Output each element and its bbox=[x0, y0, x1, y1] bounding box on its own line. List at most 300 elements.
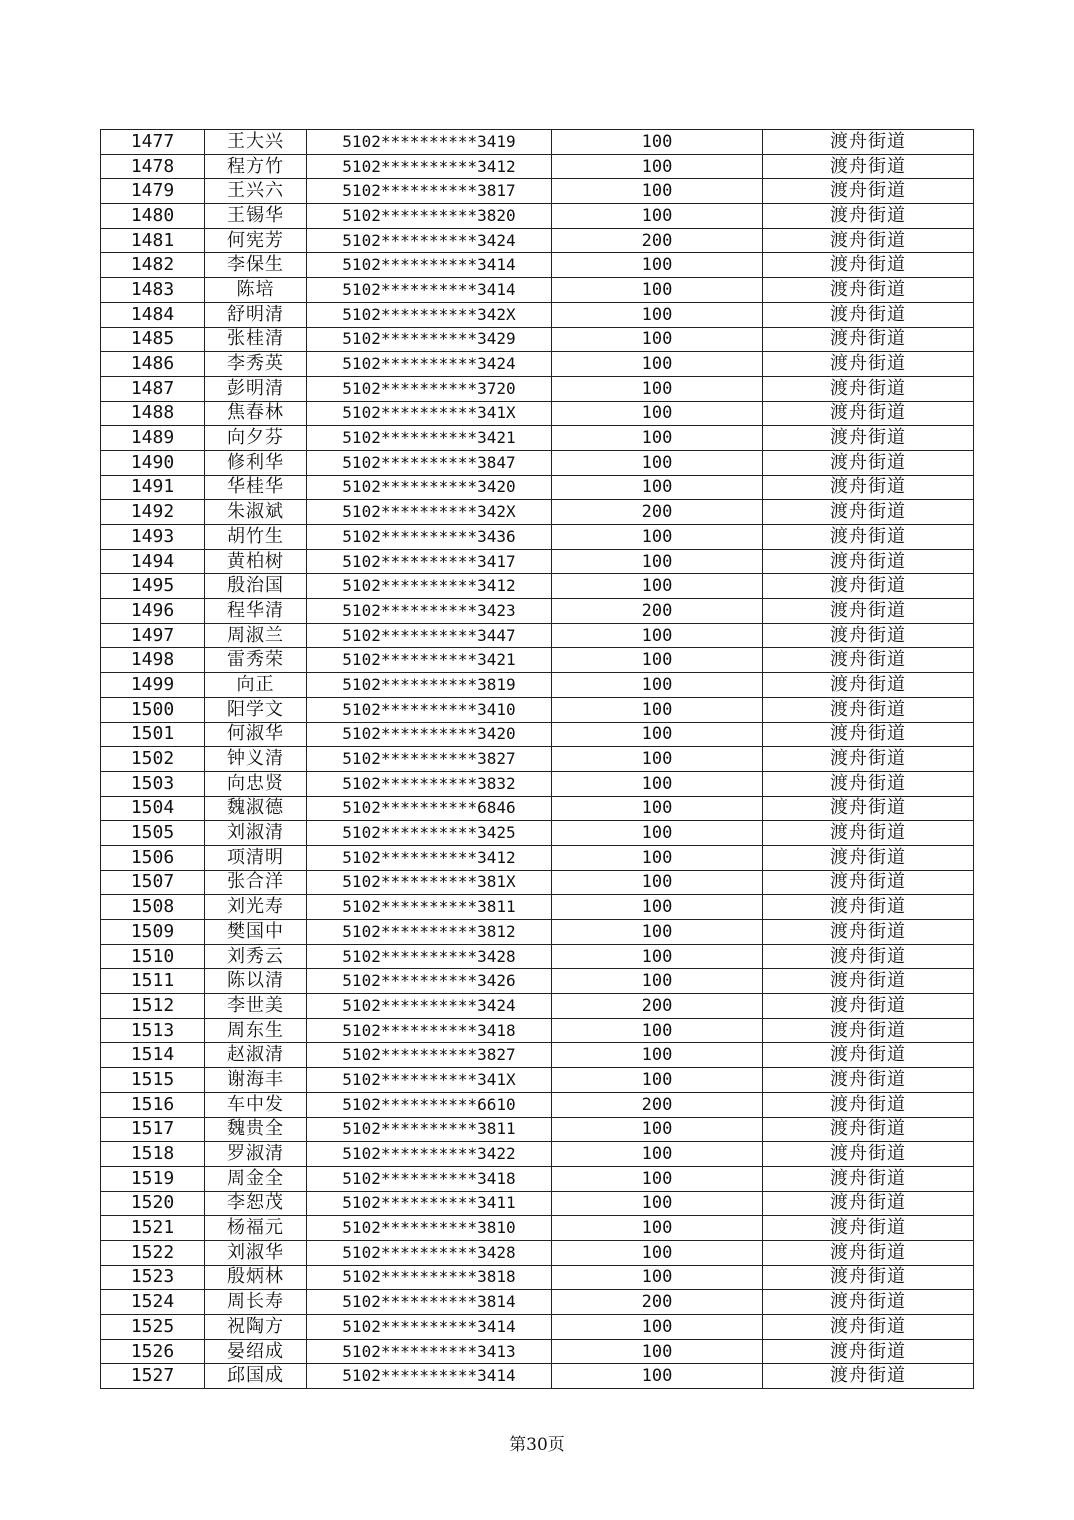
row-number-cell: 1502 bbox=[101, 747, 205, 772]
street-cell: 渡舟街道 bbox=[763, 1018, 974, 1043]
amount-cell: 100 bbox=[552, 376, 763, 401]
table-row bbox=[101, 228, 974, 253]
id-number-cell: 5102**********341X bbox=[307, 401, 552, 426]
amount-cell: 100 bbox=[552, 549, 763, 574]
name-cell: 陈以清 bbox=[205, 969, 307, 994]
id-number-cell: 5102**********3819 bbox=[307, 673, 552, 698]
row-number-cell: 1498 bbox=[101, 648, 205, 673]
name-cell: 殷炳林 bbox=[205, 1265, 307, 1290]
id-number-cell: 5102**********3414 bbox=[307, 253, 552, 278]
id-number-cell: 5102**********3414 bbox=[307, 278, 552, 303]
id-number-cell: 5102**********3420 bbox=[307, 722, 552, 747]
table-row bbox=[101, 722, 974, 747]
table-row bbox=[101, 500, 974, 525]
row-number-cell: 1517 bbox=[101, 1117, 205, 1142]
table-row bbox=[101, 870, 974, 895]
amount-cell: 100 bbox=[552, 1043, 763, 1068]
row-number-cell: 1480 bbox=[101, 204, 205, 229]
table-row bbox=[101, 401, 974, 426]
name-cell: 周长寿 bbox=[205, 1290, 307, 1315]
amount-cell: 100 bbox=[552, 1216, 763, 1241]
row-number-cell: 1495 bbox=[101, 574, 205, 599]
id-number-cell: 5102**********3424 bbox=[307, 994, 552, 1019]
table-row bbox=[101, 1092, 974, 1117]
table-row bbox=[101, 771, 974, 796]
amount-cell: 100 bbox=[552, 1315, 763, 1340]
amount-cell: 100 bbox=[552, 1191, 763, 1216]
table-row bbox=[101, 944, 974, 969]
street-cell: 渡舟街道 bbox=[763, 771, 974, 796]
amount-cell: 100 bbox=[552, 673, 763, 698]
table-row bbox=[101, 1290, 974, 1315]
row-number-cell: 1510 bbox=[101, 944, 205, 969]
name-cell: 张合洋 bbox=[205, 870, 307, 895]
id-number-cell: 5102**********3417 bbox=[307, 549, 552, 574]
id-number-cell: 5102**********3436 bbox=[307, 525, 552, 550]
id-number-cell: 5102**********3426 bbox=[307, 969, 552, 994]
id-number-cell: 5102**********3818 bbox=[307, 1265, 552, 1290]
id-number-cell: 5102**********342X bbox=[307, 302, 552, 327]
table-row bbox=[101, 179, 974, 204]
name-cell: 樊国中 bbox=[205, 920, 307, 945]
row-number-cell: 1489 bbox=[101, 426, 205, 451]
table-row bbox=[101, 1142, 974, 1167]
street-cell: 渡舟街道 bbox=[763, 525, 974, 550]
table-row bbox=[101, 1364, 974, 1389]
id-number-cell: 5102**********6846 bbox=[307, 796, 552, 821]
id-number-cell: 5102**********3421 bbox=[307, 648, 552, 673]
id-number-cell: 5102**********342X bbox=[307, 500, 552, 525]
name-cell: 向忠贤 bbox=[205, 771, 307, 796]
id-number-cell: 5102**********3810 bbox=[307, 1216, 552, 1241]
table-row bbox=[101, 130, 974, 155]
table-row bbox=[101, 747, 974, 772]
id-number-cell: 5102**********3414 bbox=[307, 1364, 552, 1389]
table-row bbox=[101, 1166, 974, 1191]
street-cell: 渡舟街道 bbox=[763, 1315, 974, 1340]
row-number-cell: 1485 bbox=[101, 327, 205, 352]
recipient-table bbox=[100, 129, 974, 1389]
amount-cell: 100 bbox=[552, 747, 763, 772]
amount-cell: 100 bbox=[552, 475, 763, 500]
street-cell: 渡舟街道 bbox=[763, 969, 974, 994]
table-row bbox=[101, 599, 974, 624]
street-cell: 渡舟街道 bbox=[763, 1364, 974, 1389]
id-number-cell: 5102**********3424 bbox=[307, 352, 552, 377]
row-number-cell: 1493 bbox=[101, 525, 205, 550]
id-number-cell: 5102**********3422 bbox=[307, 1142, 552, 1167]
amount-cell: 100 bbox=[552, 920, 763, 945]
row-number-cell: 1478 bbox=[101, 154, 205, 179]
street-cell: 渡舟街道 bbox=[763, 870, 974, 895]
row-number-cell: 1486 bbox=[101, 352, 205, 377]
amount-cell: 200 bbox=[552, 1290, 763, 1315]
row-number-cell: 1477 bbox=[101, 130, 205, 155]
amount-cell: 100 bbox=[552, 1068, 763, 1093]
amount-cell: 100 bbox=[552, 179, 763, 204]
table-row bbox=[101, 1191, 974, 1216]
street-cell: 渡舟街道 bbox=[763, 401, 974, 426]
amount-cell: 200 bbox=[552, 994, 763, 1019]
row-number-cell: 1505 bbox=[101, 821, 205, 846]
table-row bbox=[101, 154, 974, 179]
id-number-cell: 5102**********3832 bbox=[307, 771, 552, 796]
name-cell: 刘秀云 bbox=[205, 944, 307, 969]
street-cell: 渡舟街道 bbox=[763, 1068, 974, 1093]
row-number-cell: 1524 bbox=[101, 1290, 205, 1315]
street-cell: 渡舟街道 bbox=[763, 845, 974, 870]
street-cell: 渡舟街道 bbox=[763, 376, 974, 401]
name-cell: 王兴六 bbox=[205, 179, 307, 204]
name-cell: 李秀英 bbox=[205, 352, 307, 377]
table-row bbox=[101, 821, 974, 846]
street-cell: 渡舟街道 bbox=[763, 253, 974, 278]
name-cell: 舒明清 bbox=[205, 302, 307, 327]
table-row bbox=[101, 1315, 974, 1340]
id-number-cell: 5102**********3418 bbox=[307, 1166, 552, 1191]
amount-cell: 100 bbox=[552, 870, 763, 895]
amount-cell: 100 bbox=[552, 771, 763, 796]
id-number-cell: 5102**********3429 bbox=[307, 327, 552, 352]
name-cell: 祝陶方 bbox=[205, 1315, 307, 1340]
table-row bbox=[101, 302, 974, 327]
name-cell: 车中发 bbox=[205, 1092, 307, 1117]
name-cell: 李恕茂 bbox=[205, 1191, 307, 1216]
id-number-cell: 5102**********6610 bbox=[307, 1092, 552, 1117]
table-row bbox=[101, 796, 974, 821]
street-cell: 渡舟街道 bbox=[763, 895, 974, 920]
row-number-cell: 1506 bbox=[101, 845, 205, 870]
name-cell: 程华清 bbox=[205, 599, 307, 624]
street-cell: 渡舟街道 bbox=[763, 1240, 974, 1265]
page-number: 第30页 bbox=[509, 1435, 565, 1455]
table-row bbox=[101, 1240, 974, 1265]
name-cell: 阳学文 bbox=[205, 697, 307, 722]
table-row bbox=[101, 450, 974, 475]
row-number-cell: 1491 bbox=[101, 475, 205, 500]
street-cell: 渡舟街道 bbox=[763, 944, 974, 969]
row-number-cell: 1496 bbox=[101, 599, 205, 624]
id-number-cell: 5102**********3410 bbox=[307, 697, 552, 722]
name-cell: 向夕芬 bbox=[205, 426, 307, 451]
id-number-cell: 5102**********3428 bbox=[307, 944, 552, 969]
street-cell: 渡舟街道 bbox=[763, 475, 974, 500]
row-number-cell: 1504 bbox=[101, 796, 205, 821]
table-row bbox=[101, 969, 974, 994]
street-cell: 渡舟街道 bbox=[763, 697, 974, 722]
table-row bbox=[101, 525, 974, 550]
table-row bbox=[101, 204, 974, 229]
street-cell: 渡舟街道 bbox=[763, 1092, 974, 1117]
name-cell: 晏绍成 bbox=[205, 1339, 307, 1364]
id-number-cell: 5102**********3814 bbox=[307, 1290, 552, 1315]
id-number-cell: 5102**********3423 bbox=[307, 599, 552, 624]
amount-cell: 100 bbox=[552, 944, 763, 969]
table-row bbox=[101, 352, 974, 377]
row-number-cell: 1484 bbox=[101, 302, 205, 327]
row-number-cell: 1481 bbox=[101, 228, 205, 253]
amount-cell: 100 bbox=[552, 895, 763, 920]
name-cell: 程方竹 bbox=[205, 154, 307, 179]
street-cell: 渡舟街道 bbox=[763, 1117, 974, 1142]
amount-cell: 100 bbox=[552, 401, 763, 426]
name-cell: 黄柏树 bbox=[205, 549, 307, 574]
name-cell: 赵淑清 bbox=[205, 1043, 307, 1068]
amount-cell: 100 bbox=[552, 1117, 763, 1142]
street-cell: 渡舟街道 bbox=[763, 796, 974, 821]
street-cell: 渡舟街道 bbox=[763, 352, 974, 377]
street-cell: 渡舟街道 bbox=[763, 302, 974, 327]
street-cell: 渡舟街道 bbox=[763, 648, 974, 673]
name-cell: 何淑华 bbox=[205, 722, 307, 747]
row-number-cell: 1492 bbox=[101, 500, 205, 525]
id-number-cell: 5102**********3412 bbox=[307, 845, 552, 870]
amount-cell: 100 bbox=[552, 648, 763, 673]
row-number-cell: 1526 bbox=[101, 1339, 205, 1364]
row-number-cell: 1501 bbox=[101, 722, 205, 747]
row-number-cell: 1490 bbox=[101, 450, 205, 475]
street-cell: 渡舟街道 bbox=[763, 747, 974, 772]
name-cell: 修利华 bbox=[205, 450, 307, 475]
row-number-cell: 1482 bbox=[101, 253, 205, 278]
street-cell: 渡舟街道 bbox=[763, 920, 974, 945]
id-number-cell: 5102**********3820 bbox=[307, 204, 552, 229]
name-cell: 周金全 bbox=[205, 1166, 307, 1191]
table-row bbox=[101, 895, 974, 920]
row-number-cell: 1521 bbox=[101, 1216, 205, 1241]
row-number-cell: 1497 bbox=[101, 623, 205, 648]
id-number-cell: 5102**********3418 bbox=[307, 1018, 552, 1043]
street-cell: 渡舟街道 bbox=[763, 179, 974, 204]
table-row bbox=[101, 1339, 974, 1364]
street-cell: 渡舟街道 bbox=[763, 994, 974, 1019]
row-number-cell: 1516 bbox=[101, 1092, 205, 1117]
row-number-cell: 1509 bbox=[101, 920, 205, 945]
street-cell: 渡舟街道 bbox=[763, 204, 974, 229]
name-cell: 焦春林 bbox=[205, 401, 307, 426]
id-number-cell: 5102**********3420 bbox=[307, 475, 552, 500]
name-cell: 钟义清 bbox=[205, 747, 307, 772]
row-number-cell: 1527 bbox=[101, 1364, 205, 1389]
street-cell: 渡舟街道 bbox=[763, 722, 974, 747]
name-cell: 李保生 bbox=[205, 253, 307, 278]
amount-cell: 200 bbox=[552, 228, 763, 253]
street-cell: 渡舟街道 bbox=[763, 426, 974, 451]
street-cell: 渡舟街道 bbox=[763, 574, 974, 599]
table-row bbox=[101, 253, 974, 278]
row-number-cell: 1500 bbox=[101, 697, 205, 722]
id-number-cell: 5102**********3811 bbox=[307, 1117, 552, 1142]
row-number-cell: 1499 bbox=[101, 673, 205, 698]
row-number-cell: 1519 bbox=[101, 1166, 205, 1191]
row-number-cell: 1483 bbox=[101, 278, 205, 303]
id-number-cell: 5102**********3412 bbox=[307, 154, 552, 179]
amount-cell: 100 bbox=[552, 253, 763, 278]
amount-cell: 100 bbox=[552, 845, 763, 870]
amount-cell: 100 bbox=[552, 623, 763, 648]
table-row bbox=[101, 549, 974, 574]
amount-cell: 100 bbox=[552, 574, 763, 599]
name-cell: 魏淑德 bbox=[205, 796, 307, 821]
street-cell: 渡舟街道 bbox=[763, 327, 974, 352]
row-number-cell: 1487 bbox=[101, 376, 205, 401]
name-cell: 王锡华 bbox=[205, 204, 307, 229]
amount-cell: 100 bbox=[552, 278, 763, 303]
street-cell: 渡舟街道 bbox=[763, 821, 974, 846]
amount-cell: 100 bbox=[552, 130, 763, 155]
street-cell: 渡舟街道 bbox=[763, 599, 974, 624]
id-number-cell: 5102**********3414 bbox=[307, 1315, 552, 1340]
amount-cell: 100 bbox=[552, 1339, 763, 1364]
amount-cell: 100 bbox=[552, 204, 763, 229]
street-cell: 渡舟街道 bbox=[763, 623, 974, 648]
row-number-cell: 1514 bbox=[101, 1043, 205, 1068]
name-cell: 刘淑华 bbox=[205, 1240, 307, 1265]
amount-cell: 100 bbox=[552, 154, 763, 179]
id-number-cell: 5102**********3413 bbox=[307, 1339, 552, 1364]
name-cell: 李世美 bbox=[205, 994, 307, 1019]
table-row bbox=[101, 1018, 974, 1043]
id-number-cell: 5102**********3827 bbox=[307, 1043, 552, 1068]
table-row bbox=[101, 376, 974, 401]
amount-cell: 100 bbox=[552, 697, 763, 722]
id-number-cell: 5102**********3425 bbox=[307, 821, 552, 846]
amount-cell: 100 bbox=[552, 525, 763, 550]
street-cell: 渡舟街道 bbox=[763, 1166, 974, 1191]
amount-cell: 100 bbox=[552, 352, 763, 377]
id-number-cell: 5102**********3447 bbox=[307, 623, 552, 648]
street-cell: 渡舟街道 bbox=[763, 130, 974, 155]
row-number-cell: 1512 bbox=[101, 994, 205, 1019]
table-row bbox=[101, 1216, 974, 1241]
row-number-cell: 1525 bbox=[101, 1315, 205, 1340]
street-cell: 渡舟街道 bbox=[763, 228, 974, 253]
amount-cell: 100 bbox=[552, 1166, 763, 1191]
id-number-cell: 5102**********3811 bbox=[307, 895, 552, 920]
name-cell: 胡竹生 bbox=[205, 525, 307, 550]
id-number-cell: 5102**********3428 bbox=[307, 1240, 552, 1265]
amount-cell: 100 bbox=[552, 327, 763, 352]
row-number-cell: 1507 bbox=[101, 870, 205, 895]
id-number-cell: 5102**********3720 bbox=[307, 376, 552, 401]
amount-cell: 100 bbox=[552, 1240, 763, 1265]
table-row bbox=[101, 1117, 974, 1142]
name-cell: 魏贵全 bbox=[205, 1117, 307, 1142]
name-cell: 罗淑清 bbox=[205, 1142, 307, 1167]
amount-cell: 100 bbox=[552, 1142, 763, 1167]
name-cell: 向正 bbox=[205, 673, 307, 698]
street-cell: 渡舟街道 bbox=[763, 1216, 974, 1241]
recipient-table-body bbox=[101, 130, 974, 1389]
row-number-cell: 1522 bbox=[101, 1240, 205, 1265]
street-cell: 渡舟街道 bbox=[763, 1043, 974, 1068]
amount-cell: 100 bbox=[552, 302, 763, 327]
id-number-cell: 5102**********3411 bbox=[307, 1191, 552, 1216]
table-row bbox=[101, 327, 974, 352]
id-number-cell: 5102**********3424 bbox=[307, 228, 552, 253]
amount-cell: 100 bbox=[552, 1265, 763, 1290]
amount-cell: 200 bbox=[552, 500, 763, 525]
table-row bbox=[101, 1068, 974, 1093]
amount-cell: 100 bbox=[552, 821, 763, 846]
table-row bbox=[101, 673, 974, 698]
name-cell: 周淑兰 bbox=[205, 623, 307, 648]
amount-cell: 100 bbox=[552, 969, 763, 994]
row-number-cell: 1518 bbox=[101, 1142, 205, 1167]
row-number-cell: 1520 bbox=[101, 1191, 205, 1216]
amount-cell: 200 bbox=[552, 1092, 763, 1117]
street-cell: 渡舟街道 bbox=[763, 1191, 974, 1216]
row-number-cell: 1515 bbox=[101, 1068, 205, 1093]
id-number-cell: 5102**********3847 bbox=[307, 450, 552, 475]
table-row bbox=[101, 920, 974, 945]
amount-cell: 100 bbox=[552, 722, 763, 747]
table-row bbox=[101, 574, 974, 599]
street-cell: 渡舟街道 bbox=[763, 1339, 974, 1364]
name-cell: 雷秀荣 bbox=[205, 648, 307, 673]
name-cell: 王大兴 bbox=[205, 130, 307, 155]
id-number-cell: 5102**********3421 bbox=[307, 426, 552, 451]
table-row bbox=[101, 426, 974, 451]
name-cell: 陈培 bbox=[205, 278, 307, 303]
street-cell: 渡舟街道 bbox=[763, 154, 974, 179]
name-cell: 邱国成 bbox=[205, 1364, 307, 1389]
street-cell: 渡舟街道 bbox=[763, 1265, 974, 1290]
table-row bbox=[101, 623, 974, 648]
row-number-cell: 1511 bbox=[101, 969, 205, 994]
name-cell: 华桂华 bbox=[205, 475, 307, 500]
street-cell: 渡舟街道 bbox=[763, 278, 974, 303]
id-number-cell: 5102**********3419 bbox=[307, 130, 552, 155]
street-cell: 渡舟街道 bbox=[763, 549, 974, 574]
street-cell: 渡舟街道 bbox=[763, 500, 974, 525]
table-row bbox=[101, 697, 974, 722]
name-cell: 周东生 bbox=[205, 1018, 307, 1043]
table-row bbox=[101, 845, 974, 870]
name-cell: 彭明清 bbox=[205, 376, 307, 401]
amount-cell: 100 bbox=[552, 450, 763, 475]
table-row bbox=[101, 1043, 974, 1068]
id-number-cell: 5102**********3412 bbox=[307, 574, 552, 599]
row-number-cell: 1503 bbox=[101, 771, 205, 796]
table-row bbox=[101, 475, 974, 500]
name-cell: 朱淑斌 bbox=[205, 500, 307, 525]
row-number-cell: 1494 bbox=[101, 549, 205, 574]
street-cell: 渡舟街道 bbox=[763, 1142, 974, 1167]
row-number-cell: 1508 bbox=[101, 895, 205, 920]
id-number-cell: 5102**********381X bbox=[307, 870, 552, 895]
amount-cell: 100 bbox=[552, 1364, 763, 1389]
street-cell: 渡舟街道 bbox=[763, 450, 974, 475]
street-cell: 渡舟街道 bbox=[763, 1290, 974, 1315]
name-cell: 杨福元 bbox=[205, 1216, 307, 1241]
street-cell: 渡舟街道 bbox=[763, 673, 974, 698]
row-number-cell: 1513 bbox=[101, 1018, 205, 1043]
name-cell: 何宪芳 bbox=[205, 228, 307, 253]
name-cell: 张桂清 bbox=[205, 327, 307, 352]
id-number-cell: 5102**********341X bbox=[307, 1068, 552, 1093]
name-cell: 殷治国 bbox=[205, 574, 307, 599]
table-row bbox=[101, 278, 974, 303]
amount-cell: 100 bbox=[552, 426, 763, 451]
amount-cell: 100 bbox=[552, 1018, 763, 1043]
name-cell: 刘光寿 bbox=[205, 895, 307, 920]
amount-cell: 100 bbox=[552, 796, 763, 821]
table-row bbox=[101, 648, 974, 673]
table-row bbox=[101, 1265, 974, 1290]
id-number-cell: 5102**********3812 bbox=[307, 920, 552, 945]
id-number-cell: 5102**********3817 bbox=[307, 179, 552, 204]
